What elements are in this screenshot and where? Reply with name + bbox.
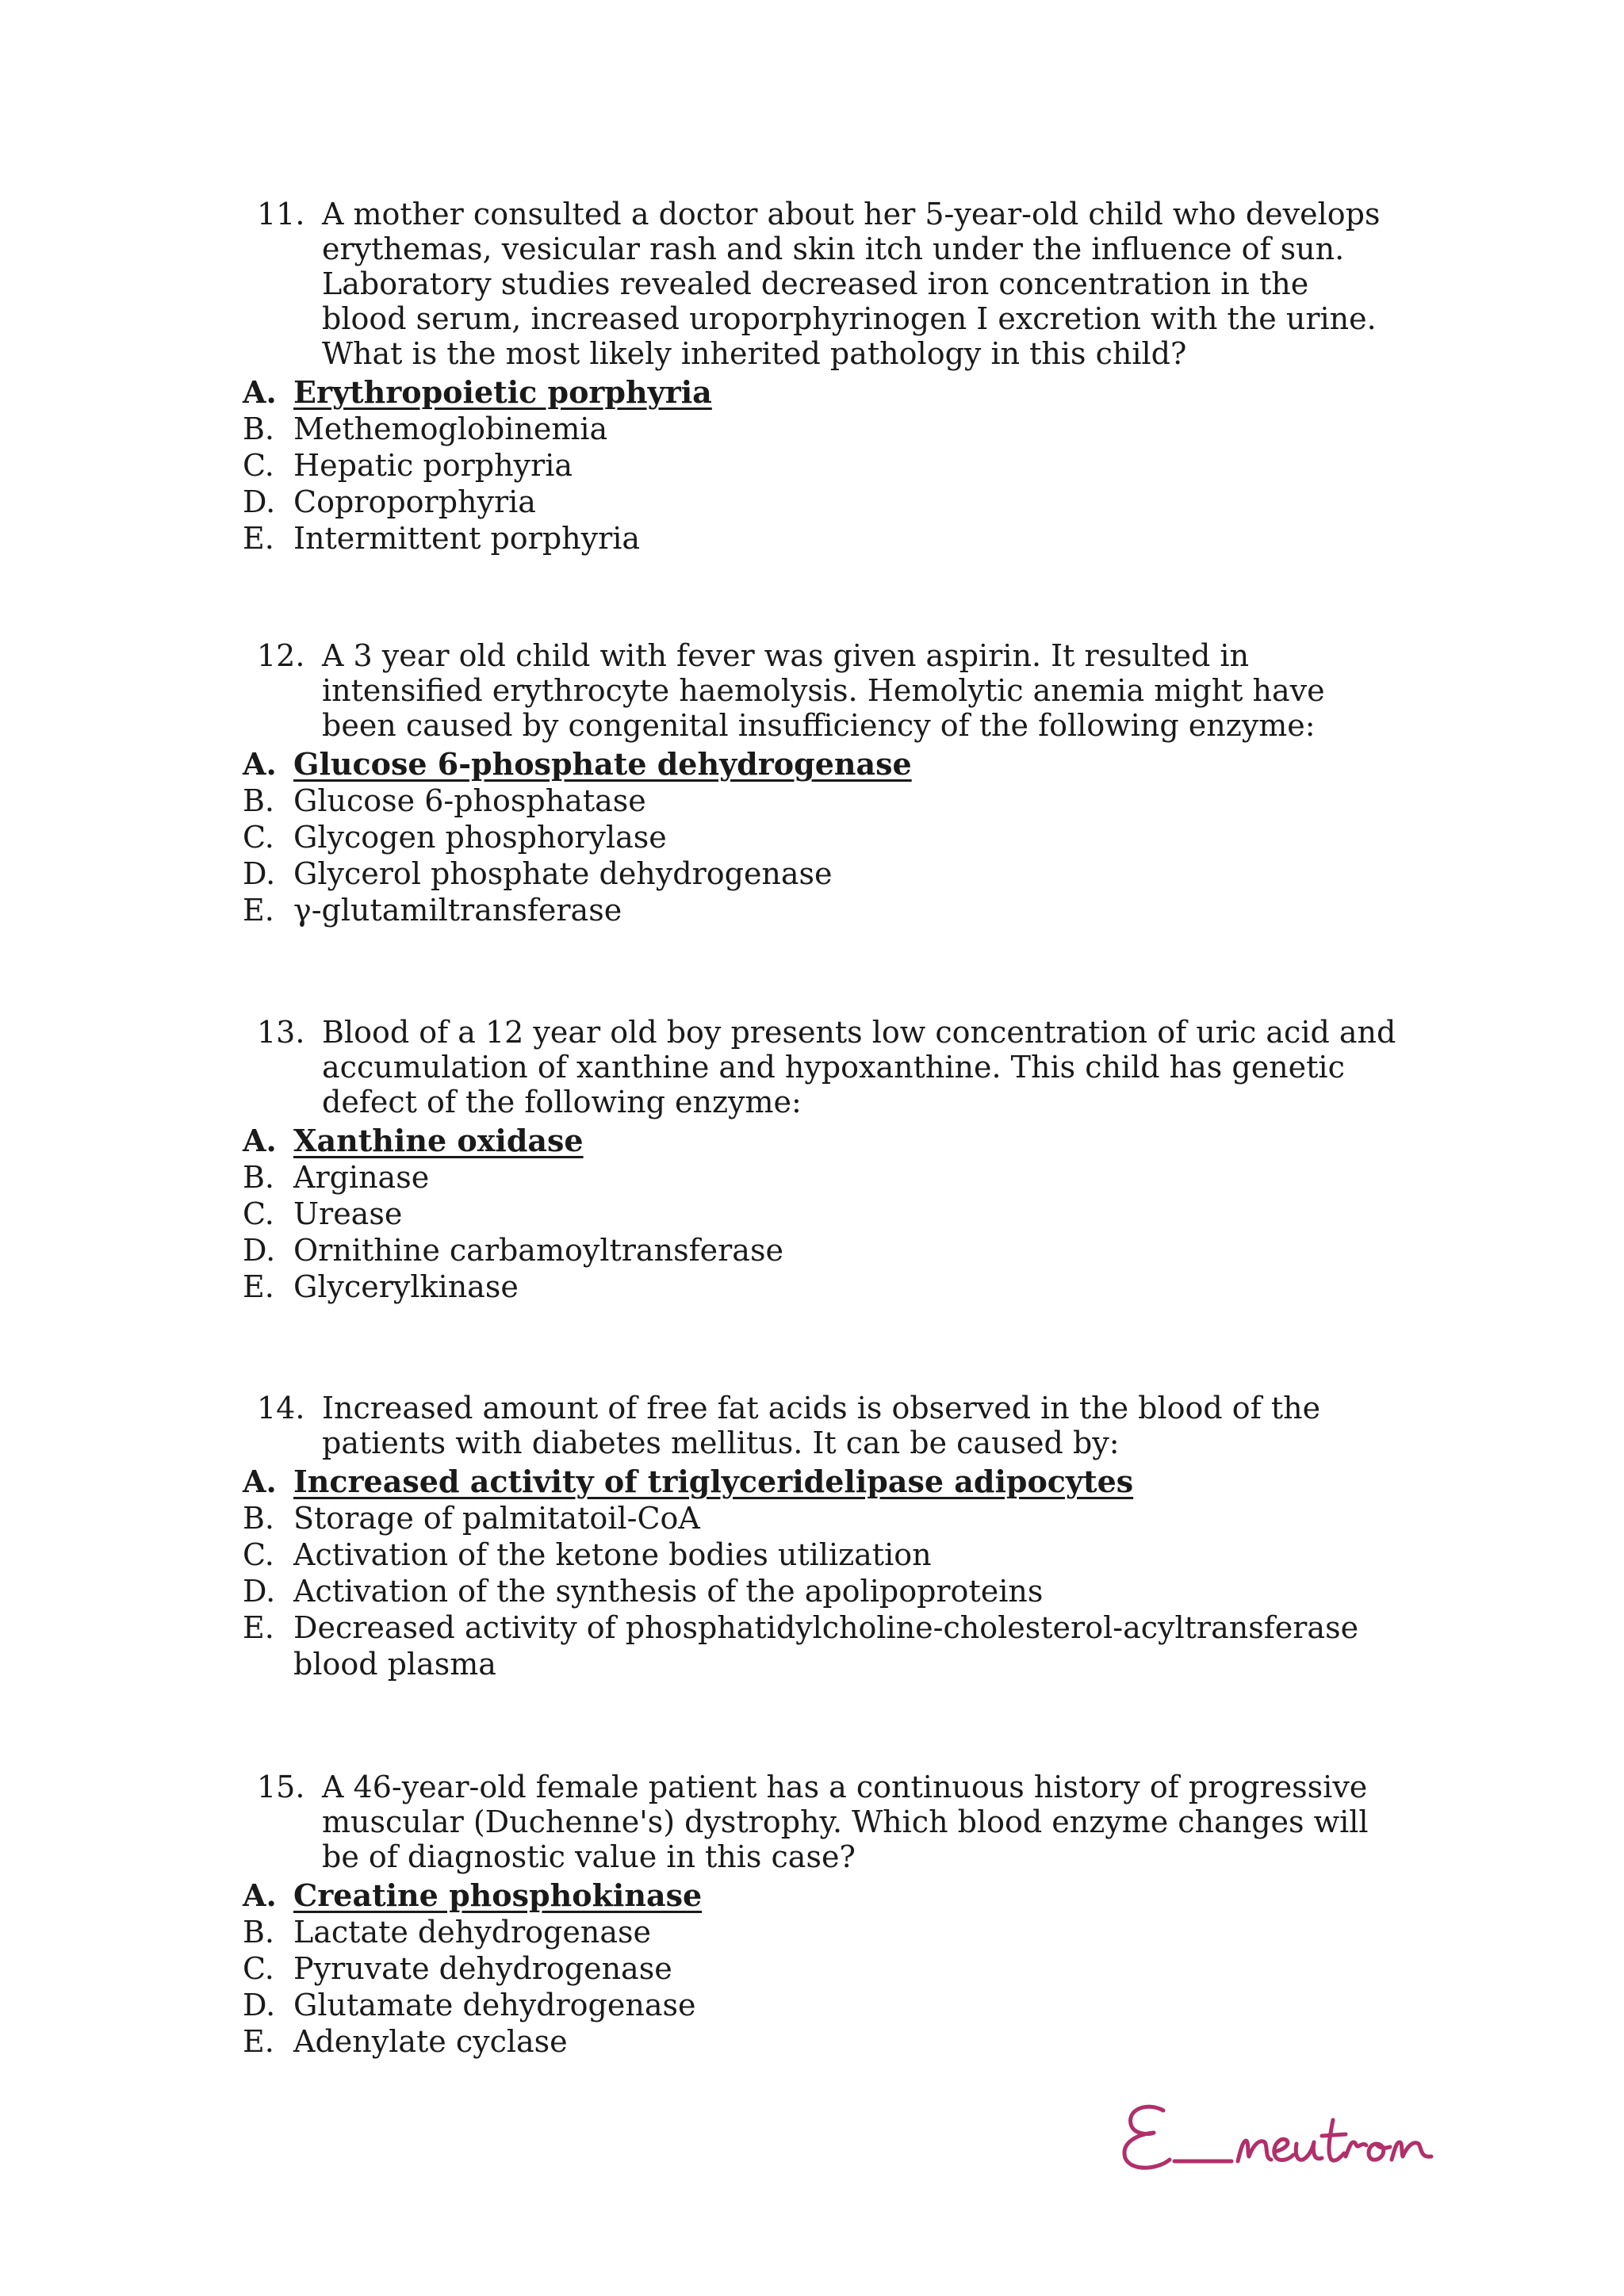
question-number: 11. (257, 197, 305, 232)
option-b (243, 1914, 1400, 1950)
option-text: Activation of the ketone bodies utilization (293, 1537, 932, 1572)
question-stem (257, 1015, 1400, 1119)
option-e (243, 2023, 1400, 2060)
option-text: Erythropoietic porphyria (293, 374, 712, 410)
option-b (243, 411, 1400, 447)
question-text: A mother consulted a doctor about her 5-year-old child who develops erythemas, vesicular rash and skin itch under the influence of sun. Laboratory studies revealed decreased iron concentration in the blood serum, increased uroporphyrinogen I excretion with the urine. What is the most likely inherited pathology in this child? (322, 197, 1381, 371)
option-letter: B. (243, 1160, 275, 1195)
question-stem (257, 197, 1400, 371)
answer-options (243, 374, 1400, 557)
question-number: 13. (257, 1015, 305, 1050)
option-text: Glycerylkinase (293, 1269, 519, 1304)
option-letter: D. (243, 1574, 276, 1609)
option-letter: B. (243, 1501, 275, 1536)
option-letter: E. (243, 521, 274, 556)
option-c (243, 1196, 1400, 1232)
option-letter: C. (243, 1537, 274, 1572)
option-d (243, 1232, 1400, 1269)
option-letter: C. (243, 1196, 274, 1231)
option-letter: A. (243, 1123, 277, 1158)
option-b (243, 1500, 1400, 1536)
option-c (243, 447, 1400, 484)
option-letter: E. (243, 2024, 274, 2059)
option-letter: C. (243, 820, 274, 855)
option-c (243, 1950, 1400, 1987)
answer-options (243, 1877, 1400, 2060)
option-letter: D. (243, 1988, 276, 2022)
option-text: Storage of palmitatoil-CoA (293, 1501, 700, 1536)
option-letter: C. (243, 448, 274, 483)
question-number: 15. (257, 1770, 305, 1804)
option-letter: E. (243, 1269, 274, 1304)
option-text: Adenylate cyclase (293, 2024, 568, 2059)
option-text: Pyruvate dehydrogenase (293, 1951, 672, 1986)
question-stem (257, 638, 1400, 743)
option-text: Activation of the synthesis of the apolipoproteins (293, 1574, 1044, 1609)
option-d (243, 855, 1400, 892)
question-text: A 3 year old child with fever was given aspirin. It resulted in intensified erythrocyte haemolysis. Hemolytic anemia might have been caused by congenital insufficiency of the following enzyme: (322, 638, 1325, 743)
question-text: Blood of a 12 year old boy presents low concentration of uric acid and accumulation of xanthine and hypoxanthine. This child has genetic defect of the following enzyme: (322, 1015, 1396, 1119)
option-text: Hepatic porphyria (293, 448, 573, 483)
option-text: Decreased activity of phosphatidylcholine-cholesterol-acyltransferase blood plasma (293, 1610, 1359, 1682)
question-12 (243, 638, 1400, 928)
option-a (243, 374, 1400, 411)
question-text: A 46-year-old female patient has a continuous history of progressive muscular (Duchenne's) dystrophy. Which blood enzyme changes will be of diagnostic value in this case? (322, 1770, 1369, 1874)
question-15 (243, 1770, 1400, 2060)
option-letter: B. (243, 411, 275, 446)
option-b (243, 783, 1400, 819)
question-text: Increased amount of free fat acids is observed in the blood of the patients with diabetes mellitus. It can be caused by: (322, 1391, 1321, 1460)
option-text: γ-glutamiltransferase (293, 893, 622, 928)
option-e (243, 1609, 1400, 1682)
option-c (243, 1536, 1400, 1573)
option-c (243, 819, 1400, 855)
option-letter: B. (243, 1915, 275, 1950)
option-a (243, 746, 1400, 783)
question-number: 14. (257, 1391, 305, 1425)
question-stem (257, 1391, 1400, 1460)
option-text: Increased activity of triglyceridelipase adipocytes (293, 1464, 1134, 1499)
option-text: Intermittent porphyria (293, 521, 641, 556)
option-letter: E. (243, 893, 274, 928)
option-letter: D. (243, 1233, 276, 1268)
answer-options (243, 1464, 1400, 1682)
option-text: Creatine phosphokinase (293, 1877, 703, 1913)
option-letter: A. (243, 746, 277, 782)
option-letter: D. (243, 856, 276, 891)
question-11 (243, 197, 1400, 557)
option-text: Arginase (293, 1160, 430, 1195)
option-letter: B. (243, 783, 275, 818)
option-d (243, 1987, 1400, 2023)
option-d (243, 484, 1400, 520)
question-number: 12. (257, 638, 305, 673)
option-a (243, 1877, 1400, 1914)
question-14 (243, 1391, 1400, 1682)
option-text: Urease (293, 1196, 403, 1231)
option-a (243, 1123, 1400, 1159)
option-letter: A. (243, 1464, 277, 1499)
option-text: Glutamate dehydrogenase (293, 1988, 696, 2022)
option-text: Ornithine carbamoyltransferase (293, 1233, 783, 1268)
option-a (243, 1464, 1400, 1500)
option-letter: A. (243, 374, 277, 410)
option-text: Coproporphyria (293, 484, 536, 519)
option-text: Methemoglobinemia (293, 411, 608, 446)
option-d (243, 1573, 1400, 1609)
option-text: Xanthine oxidase (293, 1123, 584, 1158)
answer-options (243, 746, 1400, 928)
answer-options (243, 1123, 1400, 1305)
option-text: Lactate dehydrogenase (293, 1915, 651, 1950)
option-text: Glycogen phosphorylase (293, 820, 667, 855)
option-b (243, 1159, 1400, 1196)
option-e (243, 520, 1400, 557)
option-text: Glucose 6-phosphatase (293, 783, 646, 818)
option-letter: E. (243, 1610, 274, 1645)
option-letter: D. (243, 484, 276, 519)
signature-logo (1114, 2093, 1447, 2180)
option-letter: A. (243, 1877, 277, 1913)
option-text: Glycerol phosphate dehydrogenase (293, 856, 833, 891)
option-letter: C. (243, 1951, 274, 1986)
option-text: Glucose 6-phosphate dehydrogenase (293, 746, 912, 782)
option-e (243, 1269, 1400, 1305)
question-stem (257, 1770, 1400, 1874)
question-13 (243, 1015, 1400, 1305)
option-e (243, 892, 1400, 928)
